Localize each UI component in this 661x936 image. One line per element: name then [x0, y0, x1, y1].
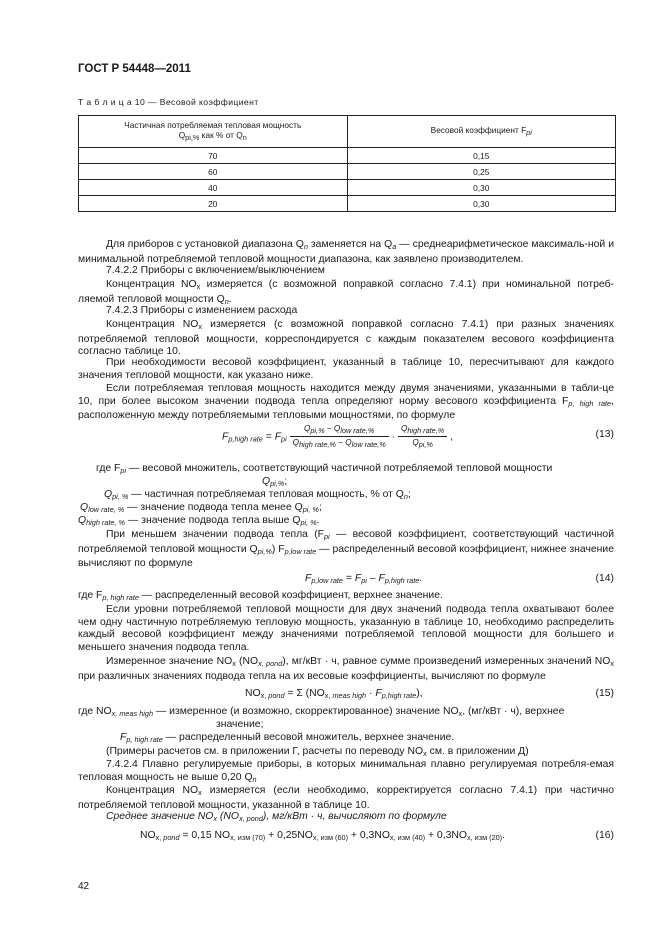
para-examples: (Примеры расчетов см. в приложении Г, расчеты по переводу $NO_x$ см. в приложении Д)	[106, 746, 529, 758]
section-7-4-2-2: 7.4.2.2 Приборы с включением/выключением	[106, 265, 325, 276]
section-7-4-2-4: 7.4.2.4 Плавно регулируемые приборы, в которых минимальная плавно регулируемая потребля-емая тепловая мощность не выше 0,20 $Q_n$	[78, 759, 614, 784]
table-header-row	[79, 116, 616, 148]
page-header: ГОСТ Р 54448—2011	[78, 63, 191, 75]
table-caption: Т а б л и ц а 10 — Весовой коэффициент	[78, 97, 259, 107]
para-measured-nox: Измеренное значение $NO_x$ $(NO_{x, pond})$, мг/кВт · ч, равное сумме произведений измеренных значений $NO_x$ при различных значениях подвода тепла на их весовые коэффициенты, вычисляют по формуле	[78, 656, 615, 682]
where-fphigh-2: $F_{p, high rate}$ — распределенный весовой множитель, верхнее значение.	[120, 732, 455, 744]
table-row: 70 0,15	[79, 148, 616, 164]
equation-number-15: (15)	[595, 688, 614, 699]
formula-14: $F_{p,low rate} = F_{pi} - F_{p,high rate}$.	[305, 573, 423, 585]
table-row: 40 0,30	[79, 180, 616, 196]
where-qhigh: $Q_{high rate, \%}$ — значение подвода тепла выше $Q_{pi, \%}$.	[78, 515, 320, 527]
section-7-4-2-3: 7.4.2.3 Приборы с изменением расхода	[106, 305, 298, 316]
para-recalc: При необходимости весовой коэффициент, указанный в таблице 10, пересчитывают для каждого значения тепловой мощности, как указано ниже.	[78, 357, 614, 381]
where-nox-meas-cont: значение;	[216, 719, 264, 730]
where-fpi-cont: $Q_{pi,\%}$;	[262, 476, 288, 488]
equation-number-16: (16)	[595, 830, 614, 841]
equation-number-13: (13)	[595, 429, 614, 440]
para-nox-partial: Концентрация $NO_x$ измеряется (если необходимо, корректируется согласно 7.4.1) при частично потребляемой тепловой мощности, указанной в таблице 10.	[78, 785, 615, 811]
para-lower-value: При меньшем значении подвода тепла ($F_{pi}$ — весовой коэффициент, соответствующий частичной потребляемой тепловой мощности $Q_{pi,\%}$) $F_{p,low rate}$ — распределенный весовой коэффициент, нижнее значение вычисляют по формуле	[78, 529, 614, 570]
where-nox-meas: где $NO_{x, meas high}$ — измеренное (и возможно, скорректированное) значение $NO_x$, (мг/кВт · ч), верхнее	[78, 706, 565, 718]
equation-number-14: (14)	[595, 573, 614, 584]
header-col-partial-load: Частичная потребляемая тепловая мощность Qpi,% как % от Qn	[79, 116, 348, 148]
para-range-setting: Для приборов с установкой диапазона $Q_n$ заменяется на $Q_a$ — среднеарифметическое максималь-ной и минимальной потребляемой тепловой мощности диапазона, как заявлено производителем.	[78, 239, 614, 265]
formula-16: $NO_{x, pond} = 0,15$ $NO_{x, изм (70)} + 0,25NO_{x, изм (60)} + 0,3NO_{x, изм (40)} + 0,3NO_{x, изм (20)}$.	[140, 830, 505, 842]
where-qlow: $Q_{low rate, \%}$ — значение подвода тепла менее $Q_{pi, \%}$;	[80, 502, 322, 514]
table-row: 60 0,25	[79, 164, 616, 180]
header-col-weight: Весовой коэффициент Fpi	[347, 116, 616, 148]
page-number: 42	[78, 881, 90, 892]
para-average-nox: Среднее значение $NO_x$ $(NO_{x, pond})$, мг/кВт · ч, вычисляют по формуле	[106, 811, 447, 823]
where-fpi: где $F_{pi}$ — весовой множитель, соответствующий частичной потребляемой тепловой мощности	[96, 463, 553, 475]
where-qpi: $Q_{pi, \%}$ — частичная потребляемая тепловая мощность, % от $Q_n$;	[104, 489, 411, 501]
formula-15: $NO_{x, pond} = \Sigma$ $(NO_{x, meas high} \cdot F_{p,high rate})$,	[245, 688, 423, 700]
para-flow-change: Концентрация $NO_x$ измеряется (с возможной поправкой согласно 7.4.1) при разных значениях потребляемой тепловой мощности, корреспондируется с каждым показателем весового коэффициента согласно таблице 10.	[78, 319, 614, 358]
where-fphigh: где $F_{p, high rate}$ — распределенный весовой коэффициент, верхнее значение.	[78, 590, 443, 602]
para-onoff: Концентрация $NO_x$ измеряется (с возможной поправкой согласно 7.4.1) при номинальной потреб-ляемой тепловой мощности $Q_n$.	[78, 279, 614, 306]
para-multiple-levels: Если уровни потребляемой тепловой мощности для двух значений подвода тепла охватывают более чем одну частичную потребляемую тепловую мощность, указанную в таблице 10, необходимо распределить каждый весовой коэффициент между значениями потребляемой тепловой мощности для большего и меньшего значения подвода тепла.	[78, 604, 614, 653]
table-row: 20 0,30	[79, 196, 616, 212]
para-between-values: Если потребляемая тепловая мощность находится между двумя значениями, указанными в табли-це 10, при более высоком значении подвода тепла определяют норму весового коэффициента $F_{p, high rate}$, расположенную между потребляемыми тепловыми мощностями, по формуле	[78, 383, 615, 422]
formula-13: $F_{p,high rate} = F_{pi}$ $\frac{\text{Qpi,\% − Qlow rate,\%}}{\text{Qhigh rate,\% − Qlow rate,\%}}$ · $\frac{\text{Qhigh rate,\%}}{\text{Qpi,\%}}$ ,	[222, 424, 454, 449]
weight-table	[78, 115, 616, 212]
